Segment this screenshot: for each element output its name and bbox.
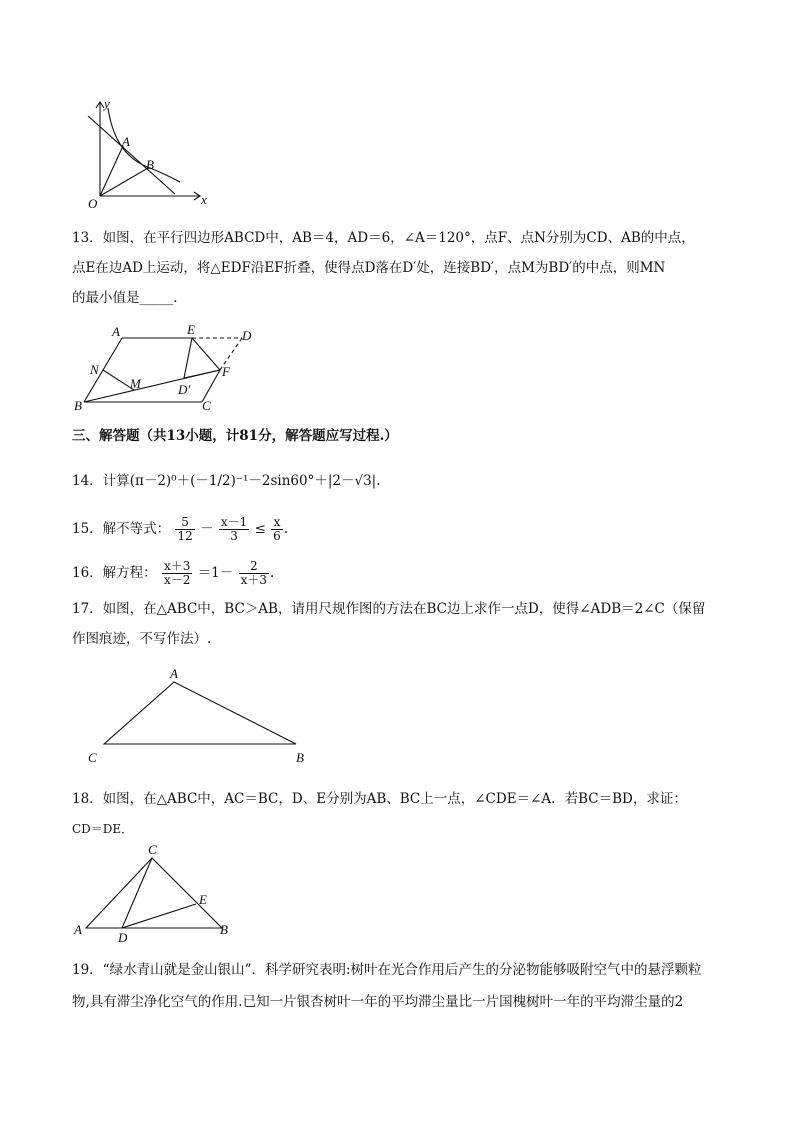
q16-prefix: 16．解方程： xyxy=(72,565,157,581)
q14 xyxy=(72,472,381,490)
q13-line-1: 13．如图，在平行四边形ABCD中，AB＝4，AD＝6，∠A＝120°，点F、点N分别为CD、AB的中点， xyxy=(72,230,695,246)
triangle-abc xyxy=(104,682,296,744)
q18-line-1: 18．如图，在△ABC中，AC＝BC，D、E分别为AB、BC上一点，∠CDE＝∠A．若BC＝BD，求证： xyxy=(72,791,687,807)
segment-bf xyxy=(84,370,220,402)
label-d: D xyxy=(242,328,252,343)
label-d-prime: D′ xyxy=(178,382,191,397)
label-m: M xyxy=(130,376,141,391)
label-o: O xyxy=(88,196,98,211)
q14-suffix: . xyxy=(376,473,381,489)
label-e: E xyxy=(187,322,195,337)
section-3-heading: 三、解答题（共13小题，计81分，解答题应写过程.） xyxy=(72,428,398,444)
q16-fraction-1: $\frac{x+3}{x-2}$ xyxy=(163,559,191,587)
figure-q12-coordinate-plane xyxy=(70,96,210,211)
segment-ob xyxy=(100,168,148,196)
q16: 16．解方程： $\frac{x+3}{x-2}$ ＝1－ $\frac{2}{x+3}$ . xyxy=(72,559,275,587)
figure-q18-triangle xyxy=(72,842,242,942)
label-b: B xyxy=(74,398,82,413)
label-b: B xyxy=(296,750,304,765)
q13-line-2: 点E在边AD上运动，将△EDF沿EF折叠，使得点D落在D′处，连接BD′，点M为BD′的中点，则MN xyxy=(72,260,666,276)
label-y: y xyxy=(104,96,110,111)
q15-fraction-1: $\frac{5}{12}$ xyxy=(177,515,193,543)
segment-de xyxy=(122,904,196,928)
q14-prefix: 14．计算 xyxy=(72,473,130,489)
q15-prefix: 15．解不等式： xyxy=(72,521,171,537)
q15-fraction-2: $\frac{x-1}{3}$ xyxy=(220,515,248,543)
q13-line-3: 的最小值是_____． xyxy=(72,290,187,306)
label-a: A xyxy=(170,666,178,681)
q19-line-2: 物,具有滞尘净化空气的作用.已知一片银杏树叶一年的平均滞尘量比一片国槐树叶一年的平均滞尘量的2 xyxy=(72,994,684,1010)
q18-line-2: CD＝DE． xyxy=(72,822,134,836)
q17-line-2: 作图痕迹，不写作法）. xyxy=(72,631,212,647)
line-ab xyxy=(88,116,175,194)
label-x: x xyxy=(201,192,207,207)
q19-line-1: 19．“绿水青山就是金山银山”．科学研究表明:树叶在光合作用后产生的分泌物能够吸附空气中的悬浮颗粒 xyxy=(72,962,702,978)
q14-expression: (π－2)⁰＋(－1/2)⁻¹－2sin60°＋|2－√3| xyxy=(129,473,377,489)
q15: 15．解不等式： $\frac{5}{12}$ － $\frac{x-1}{3}$ ≤ $\frac{x}{6}$ . xyxy=(72,515,289,543)
segment-ed-prime xyxy=(184,338,192,378)
label-d: D xyxy=(118,930,128,942)
label-a: A xyxy=(74,922,82,937)
label-e: E xyxy=(199,892,207,907)
segment-ef xyxy=(192,338,220,370)
label-b: B xyxy=(220,922,228,937)
label-a: A xyxy=(112,324,120,339)
segment-oa xyxy=(100,146,123,196)
label-c: C xyxy=(148,842,157,857)
q17-line-1: 17．如图，在△ABC中，BC＞AB，请用尺规作图的方法在BC边上求作一点D，使得∠ADB＝2∠C（保留 xyxy=(72,601,706,617)
label-b: B xyxy=(146,157,154,172)
segment-cd xyxy=(122,858,152,928)
label-c: C xyxy=(202,398,211,413)
label-n: N xyxy=(90,362,99,377)
q15-fraction-3: $\frac{x}{6}$ xyxy=(273,515,281,543)
label-f: F xyxy=(222,364,230,379)
label-c: C xyxy=(88,750,97,765)
figure-q13-parallelogram xyxy=(72,320,272,415)
q16-fraction-2: $\frac{2}{x+3}$ xyxy=(240,559,267,587)
figure-q17-triangle xyxy=(80,662,320,772)
label-a: A xyxy=(122,134,130,149)
